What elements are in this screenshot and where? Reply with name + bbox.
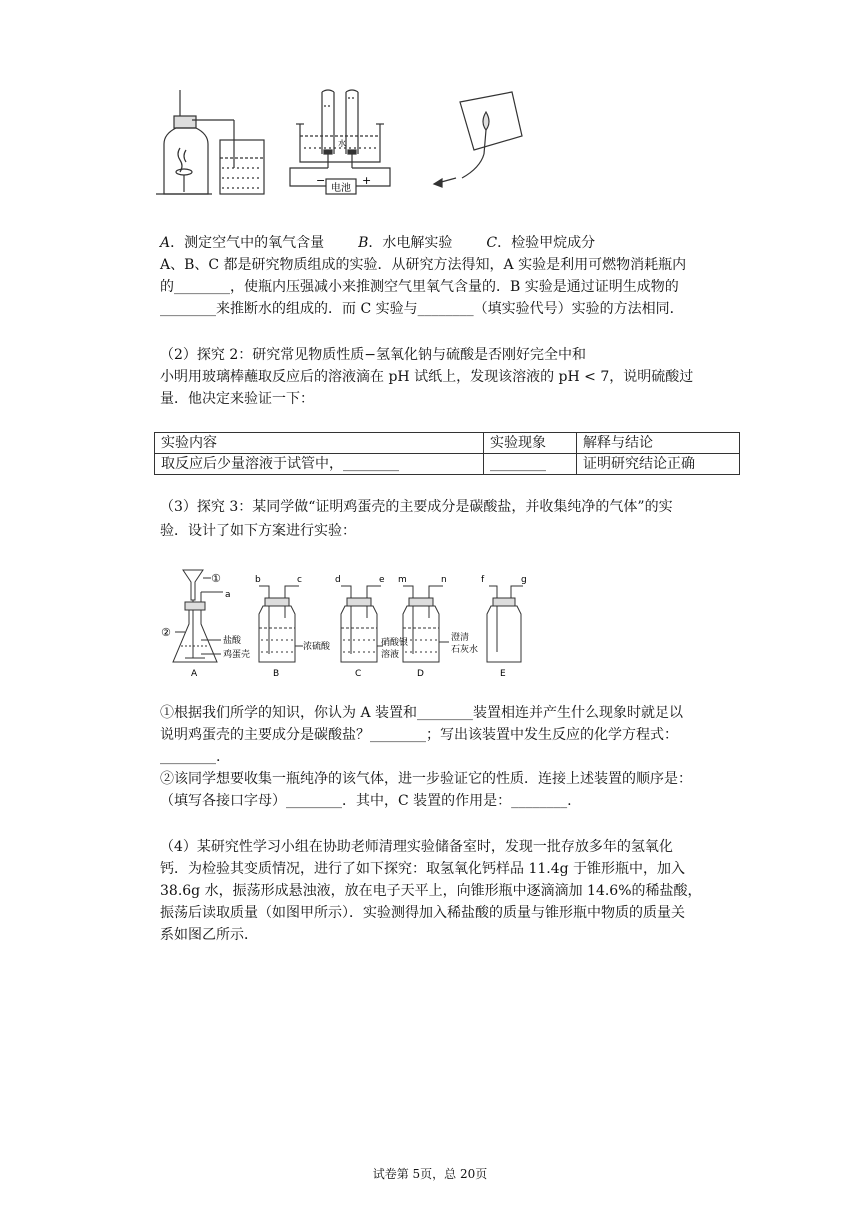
q4-line-5: 系如图乙所示．: [160, 927, 258, 943]
label-hcl: 盐酸: [223, 636, 242, 646]
q3-sub2-line-1: ②该同学想要收集一瓶纯净的该气体，进一步验证它的性质．连接上述装置的顺序是：: [160, 771, 692, 787]
q3-line-2: 验．设计了如下方案进行实验：: [160, 523, 356, 539]
q1-line-3: ________来推断水的组成的．而 C 实验与________（填实验代号）实验的方法相同．: [160, 301, 684, 317]
q2-line-1: （2）探究 2：研究常见物质性质−氢氧化钠与硫酸是否刚好完全中和: [160, 347, 586, 363]
water-label: 水: [338, 139, 346, 148]
q2-line-2: 小明用玻璃棒蘸取反应后的溶液滴在 pH 试纸上，发现该溶液的 pH < 7，说明硫酸过: [160, 369, 694, 385]
battery-minus: −: [316, 174, 326, 187]
label-eggshell: 鸡蛋壳: [223, 650, 251, 660]
device-name: B: [273, 669, 280, 679]
q1-options: [160, 232, 740, 254]
page-footer: 试卷第 5页，总 20页: [372, 1167, 488, 1181]
q4-line-1: （4）某研究性学习小组在协助老师清理实验储备室时，发现一批存放多年的氢氧化: [160, 839, 673, 855]
battery-plus: +: [362, 174, 372, 187]
q3-sub1-line-1: ①根据我们所学的知识，你认为 A 装置和________装置相连并产生什么现象时就足以: [160, 705, 684, 721]
table-header-cell: 解释与结论: [577, 433, 740, 454]
q4-line-4: 振荡后读取质量（如图甲所示）．实验测得加入稀盐酸的质量与锥形瓶中物质的质量关: [160, 905, 685, 921]
port-letter: f: [481, 575, 485, 585]
q1-line-2: 的________，使瓶内压强减小来推测空气里氧气含量的．B 实验是通过证明生成物的: [160, 279, 679, 295]
device-name: C: [355, 669, 362, 679]
label-sulfuric: 浓硫酸: [303, 642, 331, 652]
table-header-row: [155, 433, 740, 454]
option-c-text: ．检验甲烷成分: [497, 235, 596, 251]
q1-line-1: A、B、C 都是研究物质组成的实验．从研究方法得知，A 实验是利用可燃物消耗瓶内: [160, 257, 687, 273]
q4-line-2: 钙．为检验其变质情况，进行了如下探究：取氢氧化钙样品 11.4g 于锥形瓶中，加入: [160, 861, 686, 877]
port-letter: e: [379, 575, 385, 585]
option-b-text: ．水电解实验: [368, 235, 453, 251]
table-row: [155, 454, 740, 475]
port-letter: b: [255, 575, 261, 585]
experiment-figure-top: [150, 88, 530, 208]
apparatus-c: [434, 92, 522, 187]
option-a-text: ．测定空气中的氧气含量: [170, 235, 325, 251]
device-name: E: [500, 669, 506, 679]
option-b-letter: B: [358, 235, 369, 251]
port-letter: m: [398, 575, 407, 585]
device-name: A: [191, 669, 198, 679]
battery-label: 电池: [331, 183, 351, 194]
port-letter: a: [225, 590, 231, 600]
option-a-letter: A: [160, 235, 171, 251]
circle-two: ②: [161, 626, 171, 639]
q3-sub2-line-2: （填写各接口字母）________．其中，C 装置的作用是：________.: [160, 793, 572, 809]
q2-result-table: [154, 432, 740, 475]
device-name: D: [417, 669, 424, 679]
option-c-letter: C: [486, 235, 498, 251]
table-cell: ________: [484, 454, 577, 475]
q4-line-3: 38.6g 水，振荡形成悬浊液，放在电子天平上，向锥形瓶中逐滴滴加 14.6%的稀盐酸，: [160, 883, 702, 899]
q3-sub1-line-3: ________.: [160, 749, 221, 765]
table-header-cell: 实验内容: [155, 433, 484, 454]
q2-line-3: 量．他决定来验证一下：: [160, 391, 314, 407]
label-solution: 溶液: [381, 650, 400, 660]
table-cell: 证明研究结论正确: [577, 454, 740, 475]
label-silver-nitrate: 硝酸银: [381, 638, 409, 648]
gas-apparatus-figure: [155, 562, 535, 682]
port-letter: d: [335, 575, 341, 585]
port-letter: g: [521, 575, 527, 585]
apparatus-a: [156, 90, 264, 194]
label-clear: 澄清: [451, 633, 470, 643]
table-cell: 取反应后少量溶液于试管中，________: [155, 454, 484, 475]
q3-sub1-line-2: 说明鸡蛋壳的主要成分是碳酸盐？________；写出该装置中发生反应的化学方程式：: [160, 727, 678, 743]
port-letter: c: [297, 575, 302, 585]
port-letter: n: [441, 575, 447, 585]
table-header-cell: 实验现象: [484, 433, 577, 454]
q3-line-1: （3）探究 3：某同学做“证明鸡蛋壳的主要成分是碳酸盐，并收集纯净的气体”的实: [160, 499, 673, 515]
label-limewater: 石灰水: [451, 645, 479, 655]
circle-one: ①: [211, 572, 221, 585]
